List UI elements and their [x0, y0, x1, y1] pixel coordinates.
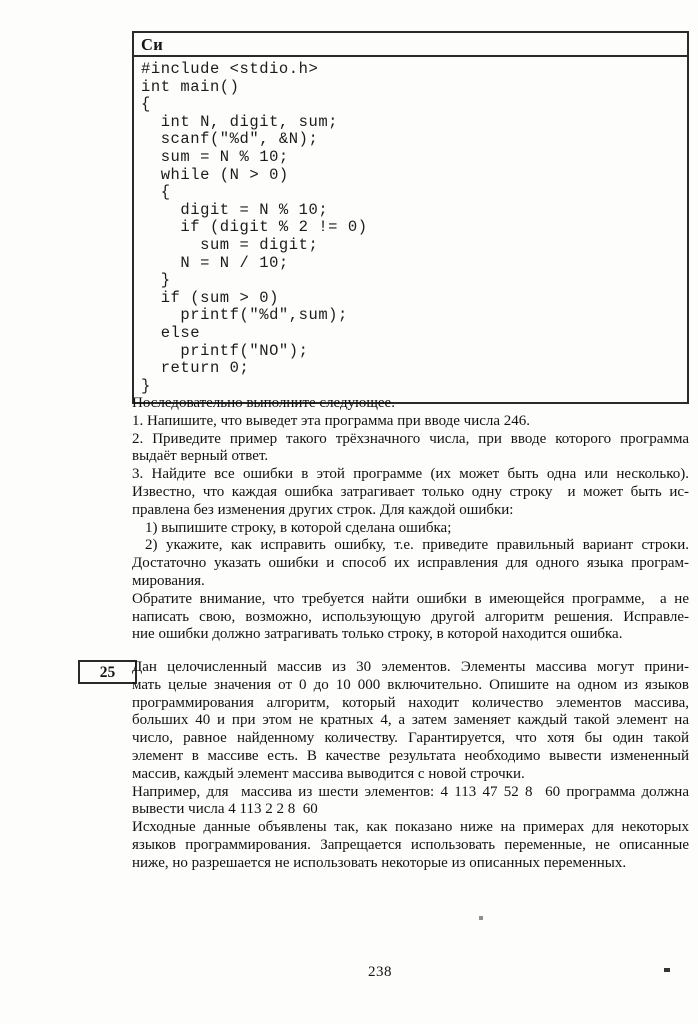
code-line: else — [141, 323, 201, 342]
code-panel — [132, 31, 689, 404]
code-line: { — [141, 95, 151, 114]
code-line: if (digit % 2 != 0) — [141, 218, 368, 237]
code-line: while (N > 0) — [141, 165, 289, 184]
task-number-box — [78, 660, 137, 684]
text-line: написать свою, возможно, использующую другой алгоритм решения. Исправле- — [132, 608, 689, 625]
code-line: digit = N % 10; — [141, 200, 329, 219]
code-listing — [134, 57, 687, 402]
code-line: int N, digit, sum; — [141, 112, 339, 131]
code-line: sum = digit; — [141, 235, 319, 254]
scan-artifact-dot — [479, 916, 483, 920]
instructions-text — [132, 395, 689, 644]
text-line: Дан целочисленный массив из 30 элементов. Элементы массива могут прини- — [132, 659, 689, 675]
task-text — [132, 659, 689, 873]
code-line: printf("NO"); — [141, 341, 309, 360]
text-line: 3. Найдите все ошибки в этой программе (их может быть одна или несколько). — [132, 466, 689, 483]
text-line: Известно, что каждая ошибка затрагивает только одну строку и может быть ис- — [132, 483, 689, 500]
text-line: Исходные данные объявлены так, как показано ниже на примерах для некоторых — [132, 819, 689, 836]
text-line: 1) выпишите строку, в которой сделана ошибка; — [145, 519, 452, 536]
text-line: ние ошибки должно затрагивать только строку, в которой находится ошибка. — [132, 626, 623, 643]
text-line: языков программирования. Запрещается использовать переменные, не описанные — [132, 836, 689, 853]
text-line: массив, каждый элемент массива выводится с новой строчки. — [132, 765, 525, 782]
code-line: sum = N % 10; — [141, 147, 289, 166]
text-line: мирования. — [132, 572, 205, 589]
code-line: } — [141, 376, 151, 395]
page-number: 238 — [368, 964, 392, 980]
code-line: return 0; — [141, 359, 250, 378]
code-line: N = N / 10; — [141, 253, 289, 272]
text-line: Достаточно указать ошибки и способ их исправления для одного языка програм- — [132, 555, 689, 572]
code-line: } — [141, 271, 171, 290]
code-line: printf("%d",sum); — [141, 306, 348, 325]
code-line: scanf("%d", &N); — [141, 130, 319, 149]
code-line: #include <stdio.h> — [141, 60, 319, 78]
text-line: 1. Напишите, что выведет эта программа при вводе числа 246. — [132, 412, 531, 429]
task-number: 25 — [99, 664, 116, 681]
text-line: мать целые значения от 0 до 10 000 включительно. Опишите на одном из языков — [132, 676, 689, 693]
code-language-header: Си — [134, 33, 687, 57]
text-line: Обратите внимание, что требуется найти ошибки в имеющейся программе, а не — [132, 590, 689, 607]
text-line: правлена без изменения других строк. Для каждой ошибки: — [132, 501, 514, 518]
code-line: int main() — [141, 77, 240, 96]
text-line: элемент в массиве есть. В качестве результата необходимо вывести измененный — [132, 747, 689, 764]
code-line: { — [141, 183, 171, 202]
text-line: больших 40 и при этом не кратных 4, а затем заменяет каждый такой элемент на — [132, 712, 689, 729]
text-line: 2) укажите, как исправить ошибку, т.е. приведите правильный вариант строки. — [145, 537, 689, 554]
text-line: Например, для массива из шести элементов: 4 113 47 52 8 60 программа должна — [132, 783, 689, 800]
code-line: if (sum > 0) — [141, 288, 279, 307]
text-line: выдаёт верный ответ. — [132, 448, 269, 465]
text-line: ниже, но разрешается не использовать некоторые из описанных переменных. — [132, 854, 627, 871]
text-line: 2. Приведите пример такого трёхзначного числа, при вводе которого программа — [132, 430, 689, 447]
text-line: вывести числа 4 113 2 2 8 60 — [132, 801, 318, 818]
scan-artifact-dot — [664, 968, 670, 972]
text-line: Последовательно выполните следующее. — [132, 395, 395, 411]
text-line: программирования алгоритм, который находит количество элементов массива, — [132, 694, 689, 711]
text-line: число, равное найденному количеству. Гарантируется, что хотя бы один такой — [132, 730, 689, 747]
